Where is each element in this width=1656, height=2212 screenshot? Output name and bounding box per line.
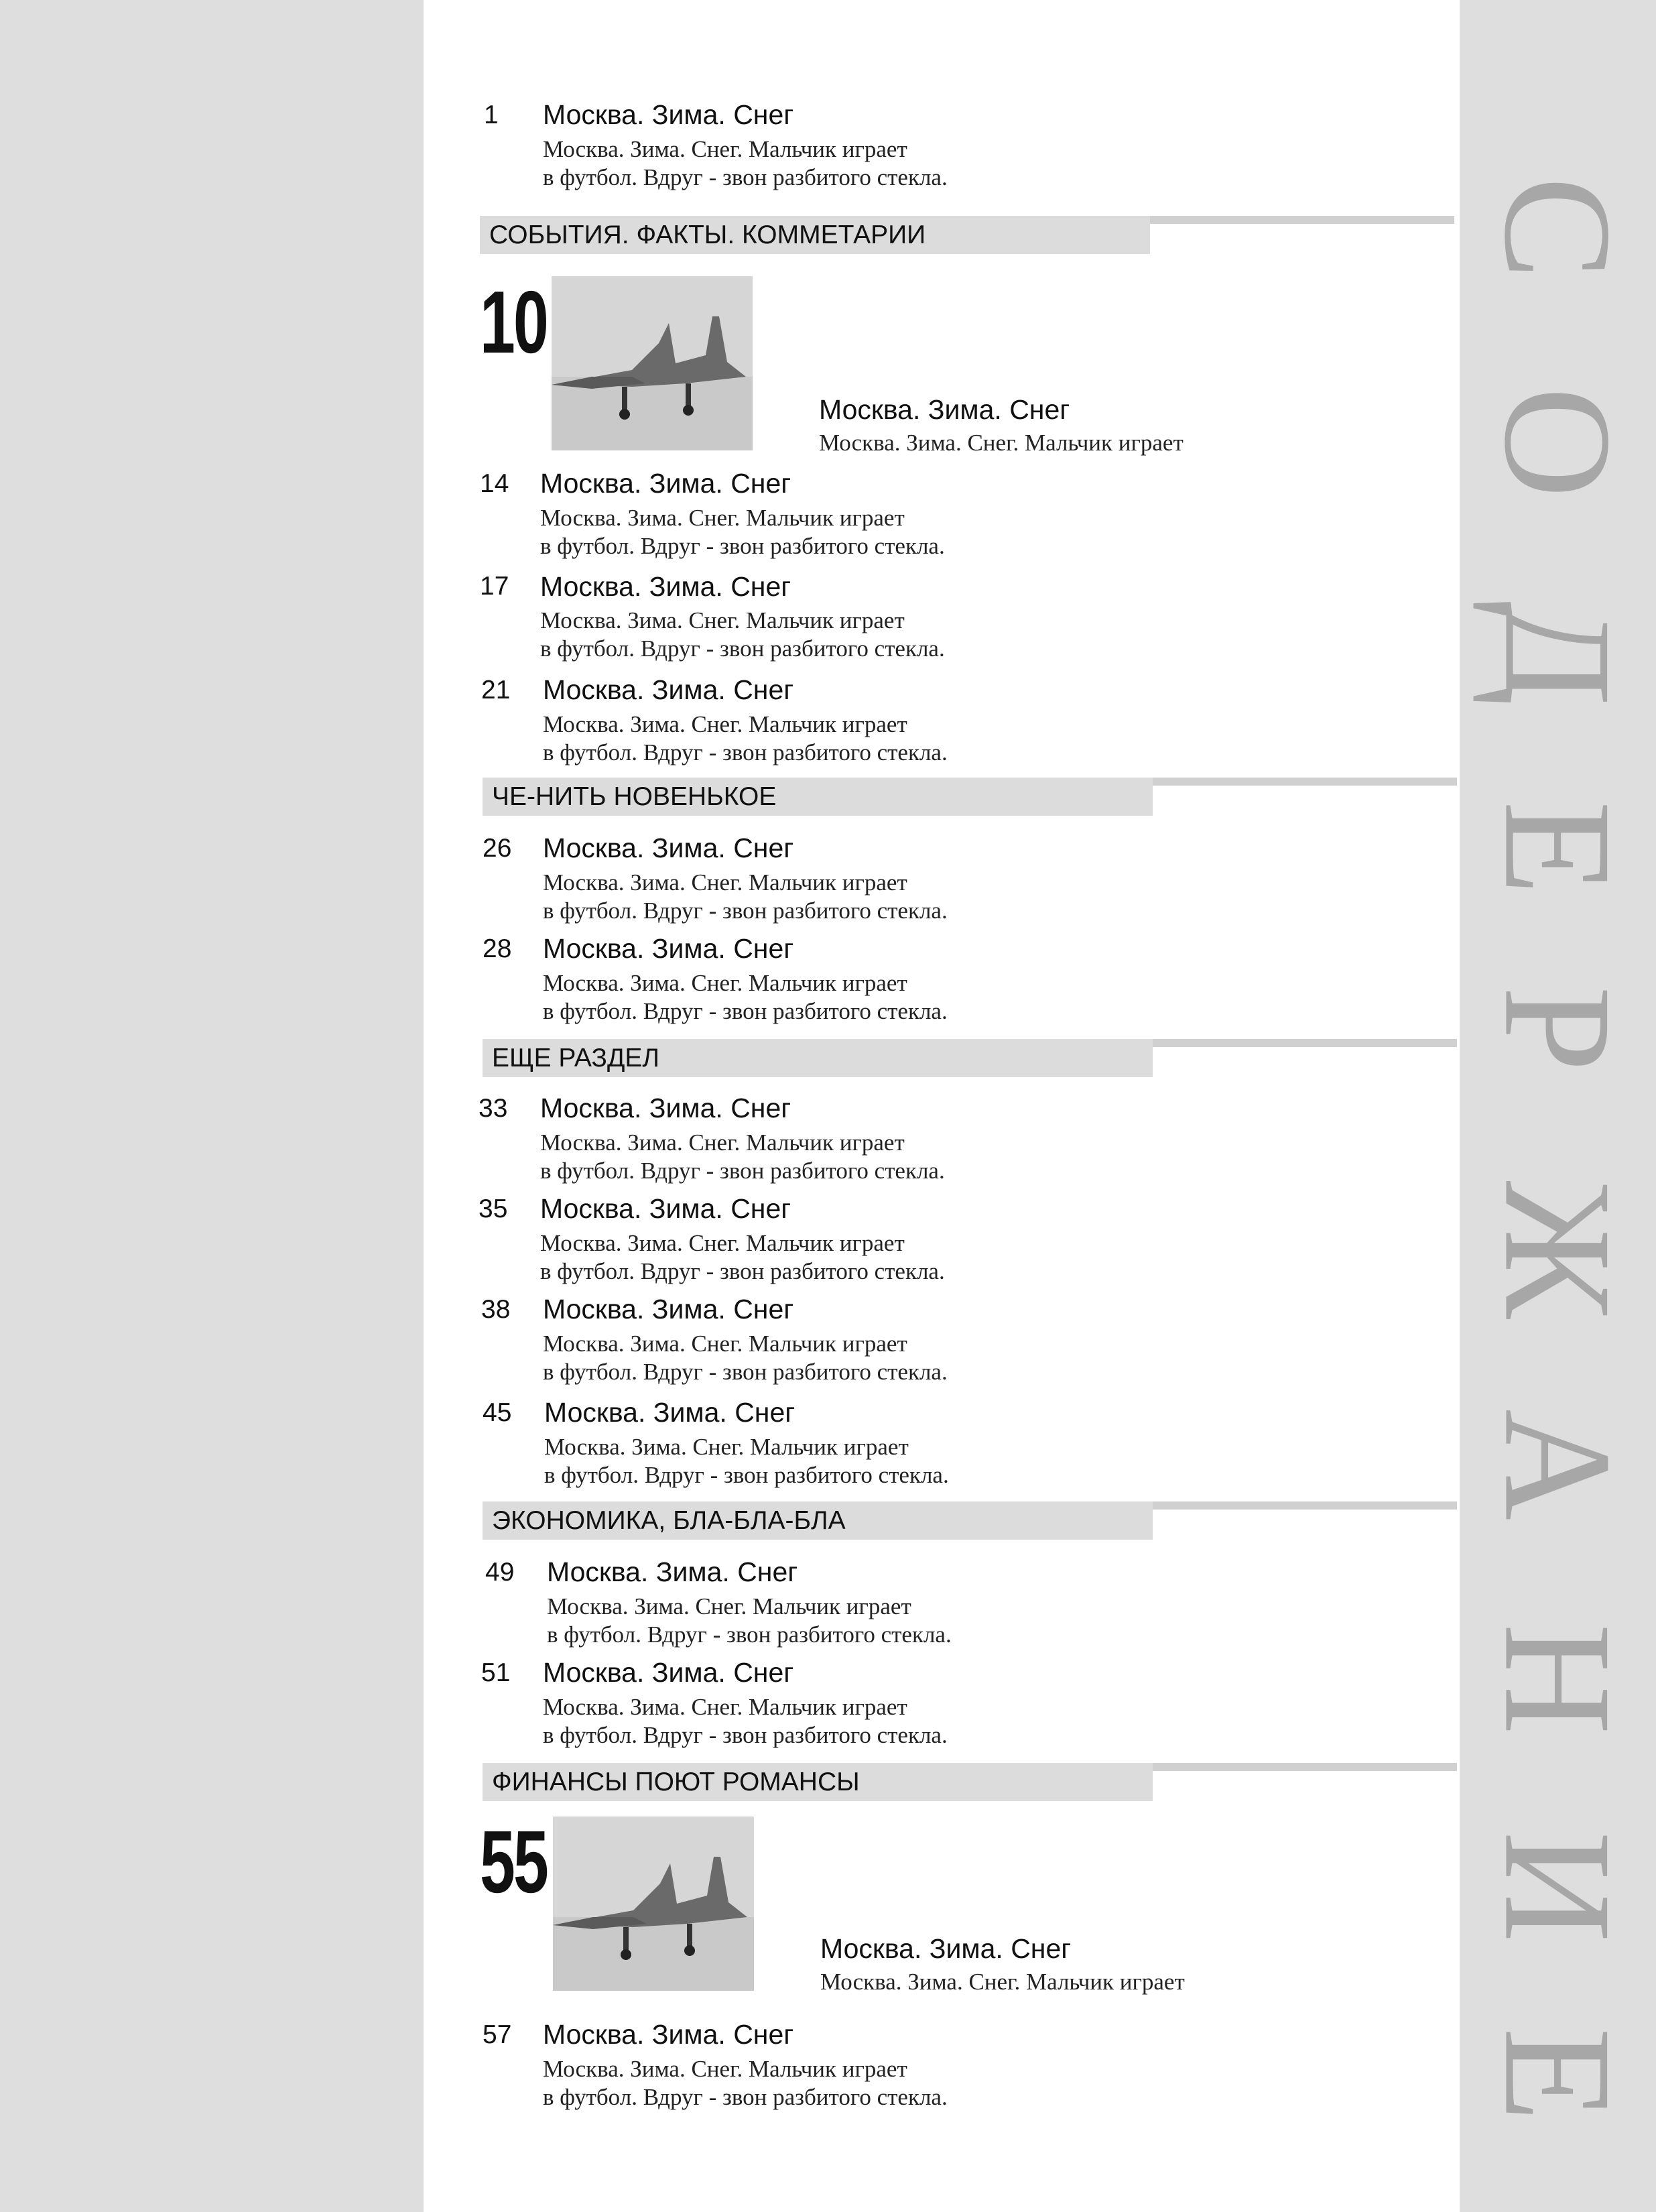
toc-entry-description: в футбол. Вдруг - звон разбитого стекла. bbox=[540, 635, 945, 662]
toc-entry-description: Москва. Зима. Снег. Мальчик играет bbox=[544, 1434, 909, 1460]
toc-entry-title[interactable]: Москва. Зима. Снег bbox=[543, 674, 794, 705]
toc-page-number: 1 bbox=[484, 101, 499, 129]
toc-page-number: 17 bbox=[480, 572, 509, 601]
toc-entry-description: в футбол. Вдруг - звон разбитого стекла. bbox=[543, 1722, 948, 1748]
side-title-letter: Е bbox=[1472, 2027, 1644, 2122]
fighter-jet-photo bbox=[552, 276, 753, 450]
toc-entry-description: Москва. Зима. Снег. Мальчик играет bbox=[543, 1331, 907, 1357]
side-title-letter: О bbox=[1472, 386, 1644, 499]
toc-entry-description: в футбол. Вдруг - звон разбитого стекла. bbox=[543, 998, 948, 1024]
toc-entry-title[interactable]: Москва. Зима. Снег bbox=[540, 468, 791, 499]
section-header bbox=[483, 1039, 1153, 1077]
toc-entry-description: Москва. Зима. Снег. Мальчик играет bbox=[540, 607, 905, 633]
toc-page-number: 14 bbox=[480, 469, 509, 498]
section-header bbox=[480, 216, 1150, 254]
toc-entry-description: в футбол. Вдруг - звон разбитого стекла. bbox=[543, 2084, 948, 2110]
side-title-letter: Д bbox=[1472, 601, 1644, 706]
side-title-strip bbox=[1460, 0, 1656, 2212]
side-title-letter: Е bbox=[1472, 800, 1644, 896]
toc-page-number: 35 bbox=[479, 1194, 508, 1223]
toc-page-number: 38 bbox=[481, 1295, 511, 1324]
toc-entry-description: Москва. Зима. Снег. Мальчик играет bbox=[540, 505, 905, 531]
toc-page-number: 21 bbox=[481, 676, 511, 704]
section-title: ЕЩЕ РАЗДЕЛ bbox=[492, 1044, 659, 1072]
side-title-letter: Ж bbox=[1472, 1180, 1644, 1320]
side-title-letter: Р bbox=[1472, 986, 1644, 1072]
toc-entry-description: в футбол. Вдруг - звон разбитого стекла. bbox=[540, 1258, 945, 1284]
section-header bbox=[483, 1501, 1153, 1540]
toc-entry-title[interactable]: Москва. Зима. Снег bbox=[543, 99, 794, 130]
fighter-jet-photo bbox=[553, 1817, 754, 1991]
toc-page-number: 33 bbox=[479, 1094, 508, 1123]
toc-entry-title[interactable]: Москва. Зима. Снег bbox=[544, 1397, 795, 1428]
side-title-letter: А bbox=[1472, 1408, 1644, 1521]
section-title: ФИНАНСЫ ПОЮТ РОМАНСЫ bbox=[492, 1768, 860, 1796]
toc-entry-description: в футбол. Вдруг - звон разбитого стекла. bbox=[547, 1621, 952, 1648]
toc-entry-description: в футбол. Вдруг - звон разбитого стекла. bbox=[540, 1158, 945, 1184]
toc-entry-title[interactable]: Москва. Зима. Снег bbox=[540, 1093, 791, 1123]
toc-entry-description: Москва. Зима. Снег. Мальчик играет bbox=[543, 136, 907, 162]
toc-entry-description: Москва. Зима. Снег. Мальчик играет bbox=[820, 1969, 1185, 1995]
toc-entry-description: Москва. Зима. Снег. Мальчик играет bbox=[543, 1694, 907, 1720]
section-header bbox=[483, 1763, 1153, 1801]
toc-entry-description: Москва. Зима. Снег. Мальчик играет bbox=[543, 869, 907, 896]
toc-entry-title[interactable]: Москва. Зима. Снег bbox=[540, 571, 791, 602]
toc-entry-title[interactable]: Москва. Зима. Снег bbox=[543, 1657, 794, 1688]
toc-entry-title[interactable]: Москва. Зима. Снег bbox=[547, 1556, 798, 1587]
toc-entry-description: Москва. Зима. Снег. Мальчик играет bbox=[547, 1593, 911, 1619]
divider bbox=[1153, 1039, 1457, 1047]
toc-entry-title[interactable]: Москва. Зима. Снег bbox=[819, 394, 1070, 425]
toc-page-number: 28 bbox=[483, 934, 512, 963]
side-title-letter: С bbox=[1472, 176, 1644, 280]
toc-entry-description: Москва. Зима. Снег. Мальчик играет bbox=[543, 2056, 907, 2082]
section-title: СОБЫТИЯ. ФАКТЫ. КОММЕТАРИИ bbox=[489, 221, 926, 249]
toc-entry-description: в футбол. Вдруг - звон разбитого стекла. bbox=[543, 164, 948, 190]
toc-entry-description: в футбол. Вдруг - звон разбитого стекла. bbox=[543, 898, 948, 924]
section-title: ЧЕ-НИТЬ НОВЕНЬКОЕ bbox=[492, 782, 777, 811]
toc-entry-title[interactable]: Москва. Зима. Снег bbox=[543, 2019, 794, 2050]
toc-entry-description: Москва. Зима. Снег. Мальчик играет bbox=[540, 1230, 905, 1256]
toc-page-number: 51 bbox=[481, 1658, 511, 1687]
toc-entry-title[interactable]: Москва. Зима. Снег bbox=[540, 1193, 791, 1224]
divider bbox=[1153, 778, 1457, 786]
toc-page-number: 49 bbox=[485, 1558, 515, 1587]
feature-photo[interactable] bbox=[552, 276, 753, 450]
toc-entry-description: Москва. Зима. Снег. Мальчик играет bbox=[543, 711, 907, 737]
feature-photo[interactable] bbox=[553, 1817, 754, 1991]
toc-entry-title[interactable]: Москва. Зима. Снег bbox=[543, 1294, 794, 1325]
toc-entry-description: в футбол. Вдруг - звон разбитого стекла. bbox=[540, 533, 945, 559]
feature-page-number: 55 bbox=[480, 1812, 547, 1911]
toc-entry-title[interactable]: Москва. Зима. Снег bbox=[543, 833, 794, 863]
toc-entry-description: Москва. Зима. Снег. Мальчик играет bbox=[543, 970, 907, 996]
toc-entry-description: в футбол. Вдруг - звон разбитого стекла. bbox=[543, 1359, 948, 1385]
divider bbox=[1153, 1501, 1457, 1510]
toc-page-number: 57 bbox=[483, 2020, 512, 2049]
feature-page-number: 10 bbox=[480, 273, 547, 371]
divider bbox=[1153, 1763, 1457, 1771]
section-header bbox=[483, 778, 1153, 816]
toc-page-number: 45 bbox=[483, 1398, 512, 1427]
toc-page-number: 26 bbox=[483, 834, 512, 863]
toc-entry-description: Москва. Зима. Снег. Мальчик играет bbox=[819, 430, 1184, 456]
toc-entry-title[interactable]: Москва. Зима. Снег bbox=[543, 933, 794, 964]
section-title: ЭКОНОМИКА, БЛА-БЛА-БЛА bbox=[492, 1506, 846, 1535]
toc-entry-description: Москва. Зима. Снег. Мальчик играет bbox=[540, 1129, 905, 1156]
divider bbox=[1150, 216, 1454, 224]
side-title-letter: Н bbox=[1472, 1623, 1644, 1735]
toc-entry-description: в футбол. Вдруг - звон разбитого стекла. bbox=[544, 1462, 949, 1488]
side-title-letter: И bbox=[1472, 1831, 1644, 1943]
toc-entry-description: в футбол. Вдруг - звон разбитого стекла. bbox=[543, 739, 948, 765]
toc-entry-title[interactable]: Москва. Зима. Снег bbox=[820, 1933, 1072, 1964]
